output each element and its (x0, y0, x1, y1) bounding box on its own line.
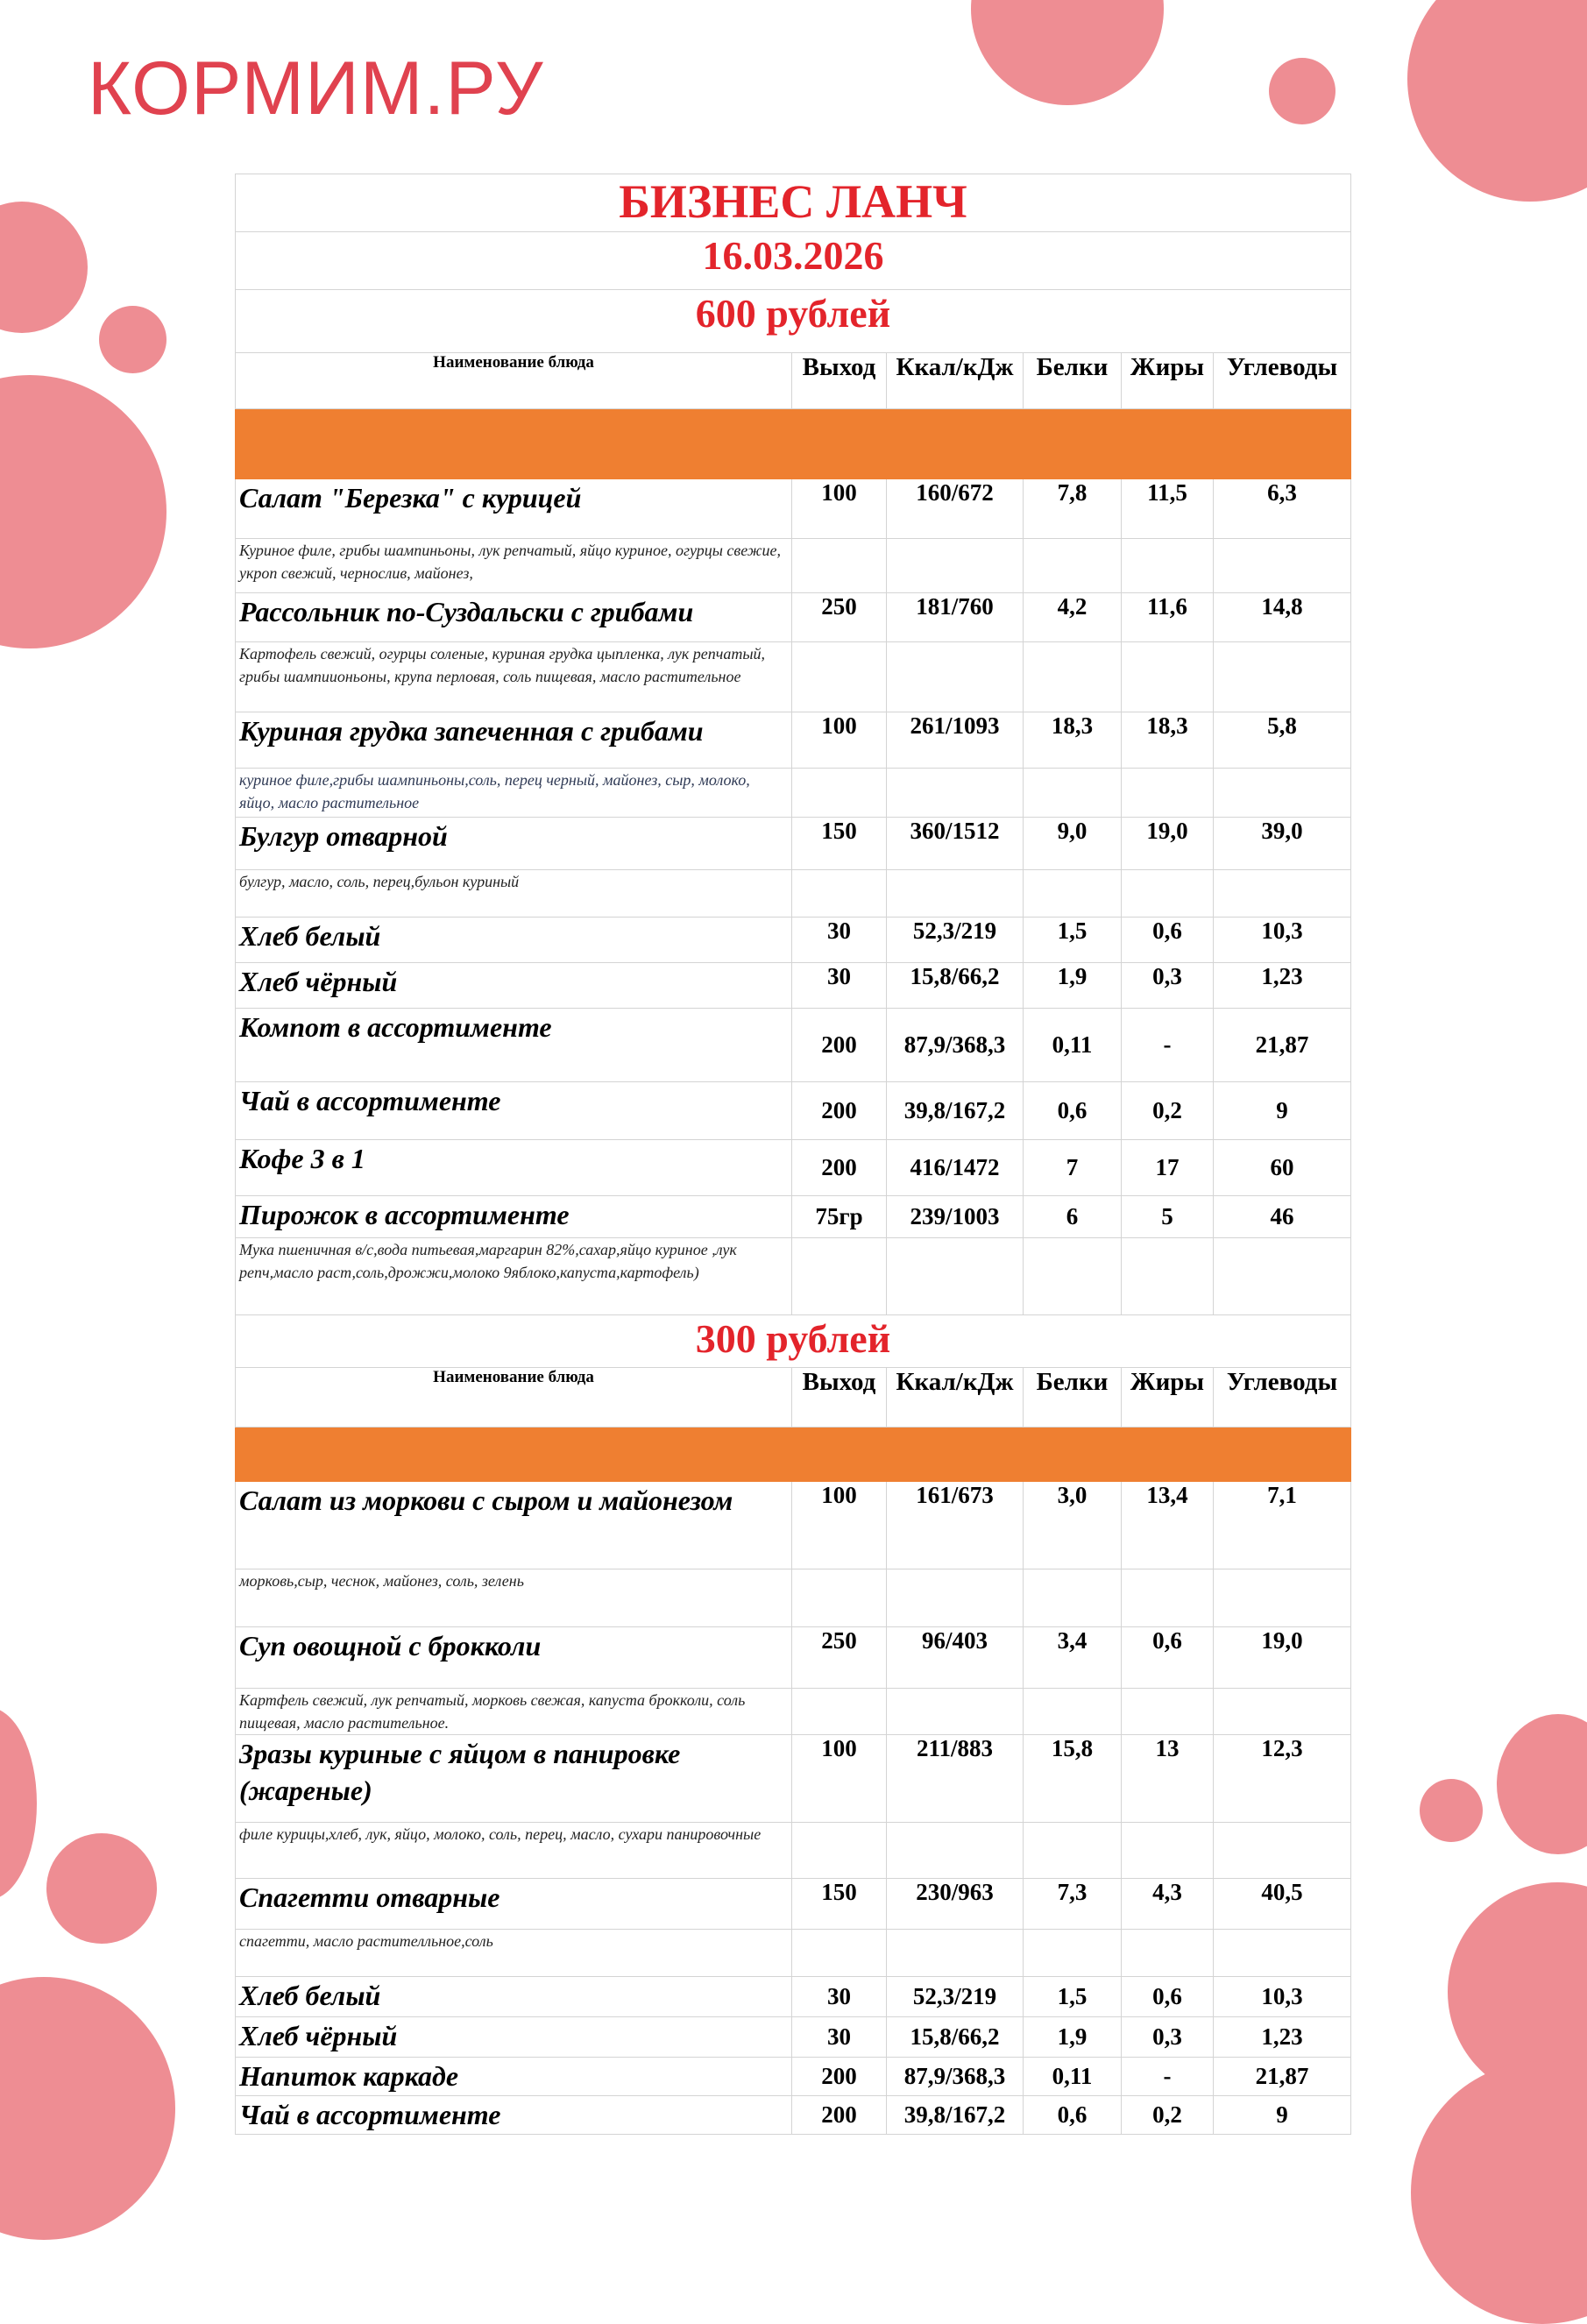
column-header-yield: Выход (792, 1368, 887, 1428)
decor-circle (971, 0, 1164, 105)
dish-kcal: 15,8/66,2 (887, 2017, 1024, 2058)
dish-protein: 1,5 (1024, 1977, 1122, 2017)
dish-carbs: 21,87 (1214, 2058, 1351, 2096)
section-price: 600 рублей (236, 290, 1351, 353)
dish-kcal: 15,8/66,2 (887, 963, 1024, 1009)
dish-carbs: 6,3 (1214, 479, 1351, 539)
dish-kcal: 87,9/368,3 (887, 1009, 1024, 1082)
dish-protein: 7 (1024, 1140, 1122, 1196)
column-header-protein: Белки (1024, 1368, 1122, 1428)
dish-carbs: 1,23 (1214, 963, 1351, 1009)
dish-yield: 250 (792, 593, 887, 642)
dish-kcal: 39,8/167,2 (887, 1082, 1024, 1140)
dish-fat: 11,6 (1122, 593, 1214, 642)
dish-yield: 100 (792, 479, 887, 539)
decor-circle (0, 1977, 175, 2240)
dish-description: булгур, масло, соль, перец,бульон куриный (236, 870, 792, 918)
dish-fat: 13,4 (1122, 1482, 1214, 1569)
dish-carbs: 60 (1214, 1140, 1351, 1196)
dish-protein: 18,3 (1024, 712, 1122, 769)
dish-name: Хлеб белый (236, 1977, 792, 2017)
dish-yield: 30 (792, 1977, 887, 2017)
dish-protein: 9,0 (1024, 818, 1122, 870)
column-header-kcal: Ккал/кДж (887, 353, 1024, 409)
dish-description: Куриное филе, грибы шампиньоны, лук репчатый, яйцо куриное, огурцы свежие, укроп свежий, чернослив, майонез, (236, 539, 792, 593)
dish-name: Салат "Березка" с курицей (236, 479, 792, 539)
dish-name: Компот в ассортименте (236, 1009, 792, 1082)
dish-fat: 18,3 (1122, 712, 1214, 769)
dish-kcal: 230/963 (887, 1879, 1024, 1930)
decor-circle (0, 202, 88, 333)
column-header-yield: Выход (792, 353, 887, 409)
dish-carbs: 1,23 (1214, 2017, 1351, 2058)
dish-carbs: 39,0 (1214, 818, 1351, 870)
dish-protein: 0,6 (1024, 2096, 1122, 2135)
dish-yield: 200 (792, 1082, 887, 1140)
menu-title: БИЗНЕС ЛАНЧ (236, 174, 1351, 232)
dish-name: Рассольник по-Суздальски с грибами (236, 593, 792, 642)
decor-circle (99, 306, 166, 373)
dish-fat: - (1122, 1009, 1214, 1082)
dish-carbs: 14,8 (1214, 593, 1351, 642)
dish-yield: 100 (792, 1482, 887, 1569)
dish-kcal: 416/1472 (887, 1140, 1024, 1196)
dish-protein: 1,9 (1024, 963, 1122, 1009)
dish-kcal: 239/1003 (887, 1196, 1024, 1238)
dish-description: морковь,сыр, чеснок, майонез, соль, зелень (236, 1569, 792, 1627)
dish-carbs: 9 (1214, 2096, 1351, 2135)
dish-carbs: 40,5 (1214, 1879, 1351, 1930)
dish-fat: 0,3 (1122, 2017, 1214, 2058)
dish-protein: 3,4 (1024, 1627, 1122, 1689)
dish-protein: 1,9 (1024, 2017, 1122, 2058)
dish-kcal: 211/883 (887, 1735, 1024, 1823)
dish-kcal: 181/760 (887, 593, 1024, 642)
dish-kcal: 360/1512 (887, 818, 1024, 870)
dish-yield: 150 (792, 818, 887, 870)
dish-protein: 1,5 (1024, 918, 1122, 963)
dish-protein: 0,6 (1024, 1082, 1122, 1140)
dish-name: Зразы куриные с яйцом в панировке (жареные) (236, 1735, 792, 1823)
dish-carbs: 7,1 (1214, 1482, 1351, 1569)
dish-name: Чай в ассортименте (236, 1082, 792, 1140)
dish-carbs: 10,3 (1214, 918, 1351, 963)
dish-yield: 30 (792, 963, 887, 1009)
column-header-fat: Жиры (1122, 1368, 1214, 1428)
dish-yield: 200 (792, 1009, 887, 1082)
dish-description: куриное филе,грибы шампиньоны,соль, перец черный, майонез, сыр, молоко, яйцо, масло растительное (236, 769, 792, 818)
dish-yield: 250 (792, 1627, 887, 1689)
dish-name: Хлеб чёрный (236, 963, 792, 1009)
dish-fat: 4,3 (1122, 1879, 1214, 1930)
dish-fat: 17 (1122, 1140, 1214, 1196)
dish-protein: 4,2 (1024, 593, 1122, 642)
decor-circle (1411, 2061, 1587, 2324)
dish-name: Спагетти отварные (236, 1879, 792, 1930)
section-band (236, 409, 1351, 479)
dish-kcal: 52,3/219 (887, 1977, 1024, 2017)
dish-kcal: 160/672 (887, 479, 1024, 539)
dish-name: Кофе 3 в 1 (236, 1140, 792, 1196)
dish-yield: 200 (792, 2096, 887, 2135)
dish-fat: 0,6 (1122, 1977, 1214, 2017)
dish-protein: 3,0 (1024, 1482, 1122, 1569)
dish-fat: 0,6 (1122, 918, 1214, 963)
dish-yield: 100 (792, 712, 887, 769)
dish-fat: 0,2 (1122, 1082, 1214, 1140)
dish-name: Хлеб чёрный (236, 2017, 792, 2058)
dish-name: Суп овощной с брокколи (236, 1627, 792, 1689)
dish-protein: 0,11 (1024, 1009, 1122, 1082)
dish-kcal: 261/1093 (887, 712, 1024, 769)
dish-name: Пирожок в ассортименте (236, 1196, 792, 1238)
dish-fat: 0,6 (1122, 1627, 1214, 1689)
dish-yield: 100 (792, 1735, 887, 1823)
column-header-carbs: Углеводы (1214, 1368, 1351, 1428)
dish-description: Мука пшеничная в/с,вода питьевая,маргарин 82%,сахар,яйцо куриное ,лук репч,масло раст,соль,дрожжи,молоко 9яблоко,капуста,картофель) (236, 1238, 792, 1315)
dish-protein: 7,3 (1024, 1879, 1122, 1930)
dish-protein: 0,11 (1024, 2058, 1122, 2096)
dish-protein: 15,8 (1024, 1735, 1122, 1823)
decor-circle (0, 375, 166, 648)
dish-fat: 13 (1122, 1735, 1214, 1823)
dish-yield: 30 (792, 918, 887, 963)
column-header-protein: Белки (1024, 353, 1122, 409)
dish-fat: 5 (1122, 1196, 1214, 1238)
decor-circle (1407, 0, 1587, 202)
section-price: 300 рублей (236, 1315, 1351, 1368)
dish-protein: 6 (1024, 1196, 1122, 1238)
dish-fat: 0,2 (1122, 2096, 1214, 2135)
dish-description: Картфель свежий, лук репчатый, морковь свежая, капуста брокколи, соль пищевая, масло растительное. (236, 1689, 792, 1735)
dish-yield: 30 (792, 2017, 887, 2058)
dish-yield: 150 (792, 1879, 887, 1930)
dish-yield: 200 (792, 2058, 887, 2096)
dish-name: Чай в ассортименте (236, 2096, 792, 2135)
column-header-name: Наименование блюда (236, 1368, 792, 1428)
menu-table (235, 174, 1351, 2135)
dish-name: Булгур отварной (236, 818, 792, 870)
dish-carbs: 46 (1214, 1196, 1351, 1238)
dish-fat: - (1122, 2058, 1214, 2096)
dish-carbs: 5,8 (1214, 712, 1351, 769)
column-header-name: Наименование блюда (236, 353, 792, 409)
decor-circle (1497, 1714, 1587, 1854)
dish-kcal: 161/673 (887, 1482, 1024, 1569)
column-header-kcal: Ккал/кДж (887, 1368, 1024, 1428)
dish-kcal: 87,9/368,3 (887, 2058, 1024, 2096)
dish-kcal: 52,3/219 (887, 918, 1024, 963)
dish-fat: 19,0 (1122, 818, 1214, 870)
dish-description: Картофель свежий, огурцы соленые, куриная грудка цыпленка, лук репчатый, грибы шампиионьоны, крупа перловая, соль пищевая, масло растительное (236, 642, 792, 712)
dish-description: спагетти, масло растителльное,соль (236, 1930, 792, 1977)
dish-yield: 200 (792, 1140, 887, 1196)
dish-fat: 0,3 (1122, 963, 1214, 1009)
dish-protein: 7,8 (1024, 479, 1122, 539)
dish-carbs: 9 (1214, 1082, 1351, 1140)
dish-name: Куриная грудка запеченная с грибами (236, 712, 792, 769)
menu-date: 16.03.2026 (236, 232, 1351, 290)
dish-yield: 75гр (792, 1196, 887, 1238)
brand-logo: КОРМИМ.РУ (88, 46, 544, 131)
dish-kcal: 96/403 (887, 1627, 1024, 1689)
column-header-fat: Жиры (1122, 353, 1214, 409)
dish-carbs: 12,3 (1214, 1735, 1351, 1823)
decor-circle (0, 1707, 37, 1900)
dish-description: филе курицы,хлеб, лук, яйцо, молоко, соль, перец, масло, сухари панировочные (236, 1823, 792, 1879)
dish-carbs: 19,0 (1214, 1627, 1351, 1689)
dish-name: Хлеб белый (236, 918, 792, 963)
section-band (236, 1428, 1351, 1482)
dish-name: Напиток каркаде (236, 2058, 792, 2096)
decor-circle (46, 1833, 157, 1944)
decor-circle (1269, 58, 1335, 124)
decor-circle (1420, 1779, 1483, 1842)
dish-carbs: 21,87 (1214, 1009, 1351, 1082)
column-header-carbs: Углеводы (1214, 353, 1351, 409)
dish-kcal: 39,8/167,2 (887, 2096, 1024, 2135)
dish-fat: 11,5 (1122, 479, 1214, 539)
dish-carbs: 10,3 (1214, 1977, 1351, 2017)
dish-name: Салат из моркови с сыром и майонезом (236, 1482, 792, 1569)
